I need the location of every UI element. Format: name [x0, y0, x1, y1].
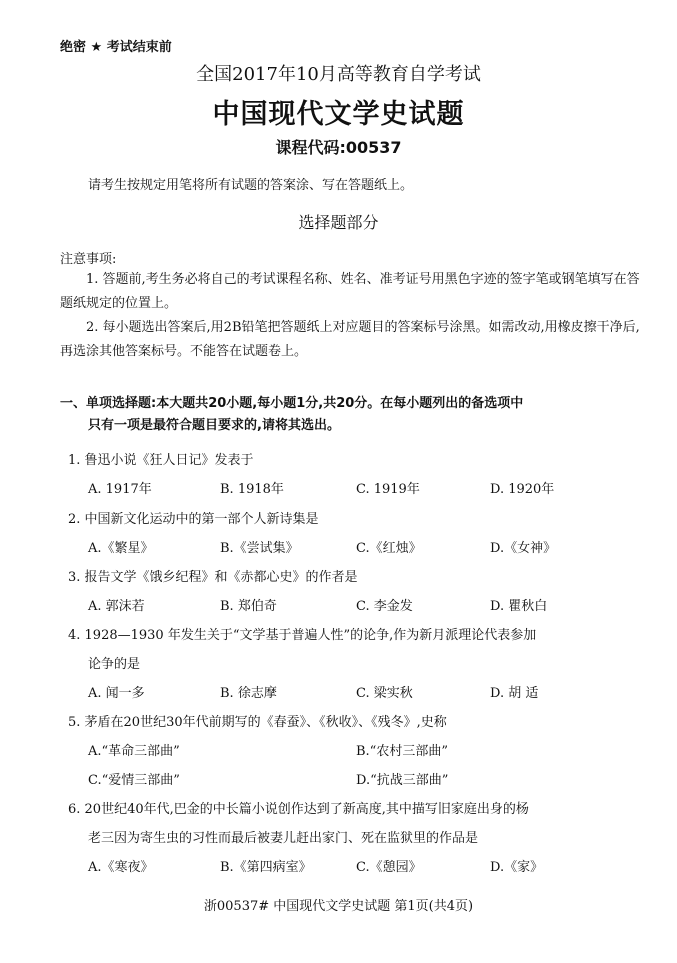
- question-4-stem-cont: 论争的是: [88, 657, 141, 672]
- q3-option-b: B. 郑伯奇: [220, 599, 277, 614]
- q1-option-d: D. 1920年: [490, 482, 555, 497]
- q6-option-d: D.《家》: [490, 860, 544, 875]
- note-item-1: 1. 答题前,考生务必将自己的考试课程名称、姓名、准考证号用黑色字迹的签字笔或钢笔填写在答题纸规定的位置上。: [60, 272, 640, 311]
- q2-option-c: C.《红烛》: [356, 541, 422, 556]
- page-footer: 浙00537# 中国现代文学史试题 第1页(共4页): [203, 899, 474, 914]
- note-item-2: 2. 每小题选出答案后,用2B铅笔把答题纸上对应题目的答案标号涂黑。如需改动,用橡皮擦干净后,再选涂其他答案标号。不能答在试题卷上。: [60, 320, 640, 359]
- q3-option-d: D. 瞿秋白: [490, 599, 548, 614]
- section-title: 选择题部分: [298, 213, 379, 232]
- question-1-stem: 1. 鲁迅小说《狂人日记》发表于: [68, 453, 254, 468]
- question-6-stem: 6. 20世纪40年代,巴金的中长篇小说创作达到了新高度,其中描写旧家庭出身的杨: [68, 802, 529, 817]
- q4-option-d: D. 胡 适: [490, 686, 539, 701]
- question-5-stem: 5. 茅盾在20世纪30年代前期写的《春蚕》、《秋收》、《残冬》,史称: [68, 715, 447, 730]
- q4-option-b: B. 徐志摩: [220, 686, 277, 701]
- page-title: 中国现代文学史试题: [212, 99, 465, 130]
- q4-option-c: C. 梁实秋: [356, 686, 413, 701]
- q1-option-c: C. 1919年: [356, 482, 420, 497]
- course-code: 课程代码:00537: [275, 138, 402, 157]
- q2-option-a: A.《繁星》: [88, 541, 154, 556]
- part-heading-line1: 一、单项选择题:本大题共20小题,每小题1分,共20分。在每小题列出的备选项中: [60, 396, 524, 411]
- q5-option-b: B.“农村三部曲”: [356, 744, 448, 759]
- q1-option-a: A. 1917年: [88, 482, 152, 497]
- instruction-text: 请考生按规定用笔将所有试题的答案涂、写在答题纸上。: [88, 178, 414, 193]
- question-4-stem: 4. 1928—1930 年发生关于“文学基于普遍人性”的论争,作为新月派理论代表参加: [68, 628, 537, 643]
- q3-option-a: A. 郭沫若: [88, 599, 145, 614]
- part-heading: [60, 393, 650, 437]
- q2-option-d: D.《女神》: [490, 541, 557, 556]
- q4-option-a: A. 闻一多: [88, 686, 145, 701]
- q6-option-a: A.《寒夜》: [88, 860, 154, 875]
- notes-heading: 注意事项:: [60, 252, 117, 267]
- q5-option-c: C.“爱情三部曲”: [88, 773, 180, 788]
- confidential-label: 绝密 ★ 考试结束前: [60, 40, 172, 55]
- part-heading-line2: 只有一项是最符合题目要求的,请将其选出。: [88, 418, 340, 433]
- question-6-stem-cont: 老三因为寄生虫的习性而最后被妻儿赶出家门、死在监狱里的作品是: [88, 831, 479, 846]
- q5-option-d: D.“抗战三部曲”: [356, 773, 449, 788]
- q6-option-c: C.《憩园》: [356, 860, 422, 875]
- q3-option-c: C. 李金发: [356, 599, 413, 614]
- exam-name: 全国2017年10月高等教育自学考试: [196, 64, 481, 85]
- question-2-stem: 2. 中国新文化运动中的第一部个人新诗集是: [68, 512, 319, 527]
- question-3-stem: 3. 报告文学《饿乡纪程》和《赤都心史》的作者是: [68, 570, 358, 585]
- q2-option-b: B.《尝试集》: [220, 541, 299, 556]
- q6-option-b: B.《第四病室》: [220, 860, 312, 875]
- q1-option-b: B. 1918年: [220, 482, 284, 497]
- q5-option-a: A.“革命三部曲”: [88, 744, 180, 759]
